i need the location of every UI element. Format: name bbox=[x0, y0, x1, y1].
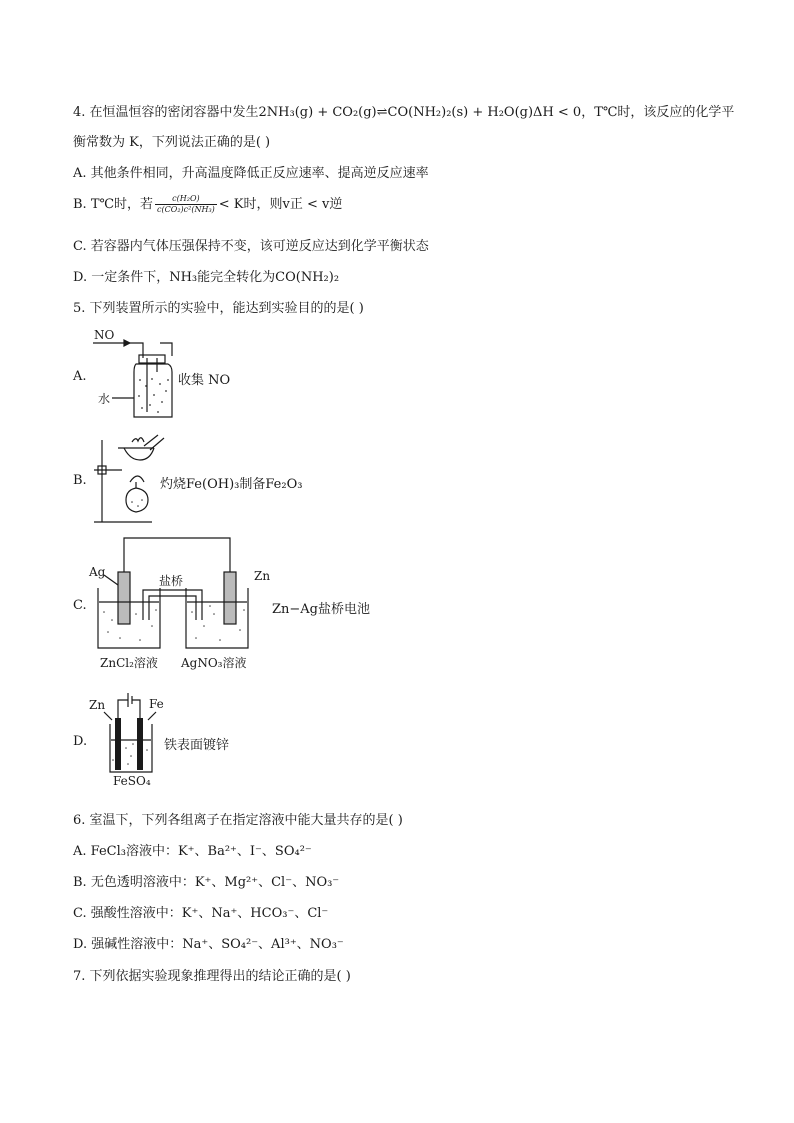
q5-stem: 5. 下列装置所示的实验中，能达到实验目的的是( ) bbox=[73, 301, 364, 316]
q5-option-d-letter: D. bbox=[73, 734, 88, 749]
q5-c-bridge-label: 盐桥 bbox=[159, 574, 184, 588]
q5-c-left-solution: ZnCl₂溶液 bbox=[100, 656, 158, 670]
q4-stem-line1: 4. 在恒温恒容的密闭容器中发生2NH₃(g) + CO₂(g)⇌CO(NH₂)₂(s) + H₂O(g)ΔH < 0，T℃时，该反应的化学平 bbox=[73, 105, 735, 120]
q5-option-c-text: Zn−Ag盐桥电池 bbox=[272, 602, 371, 617]
q7-stem: 7. 下列依据实验现象推理得出的结论正确的是( ) bbox=[73, 969, 351, 984]
q4-option-b-suffix: < K时，则v正 < v逆 bbox=[218, 197, 343, 212]
q5-d-right-electrode: Fe bbox=[149, 697, 164, 711]
q5-c-left-electrode: Ag bbox=[89, 565, 106, 579]
q6-option-a: A. FeCl₃溶液中：K⁺、Ba²⁺、I⁻、SO₄²⁻ bbox=[73, 844, 312, 859]
fraction-denominator: c(CO₂)c²(NH₃) bbox=[157, 205, 215, 214]
q5-a-gas-label: NO bbox=[94, 328, 115, 342]
q5-a-water-label: 水 bbox=[98, 392, 111, 406]
q6-option-b: B. 无色透明溶液中：K⁺、Mg²⁺、Cl⁻、NO₃⁻ bbox=[73, 875, 340, 890]
q6-option-c: C. 强酸性溶液中：K⁺、Na⁺、HCO₃⁻、Cl⁻ bbox=[73, 906, 329, 921]
q6-stem: 6. 室温下，下列各组离子在指定溶液中能大量共存的是( ) bbox=[73, 813, 403, 828]
q5-c-right-solution: AgNO₃溶液 bbox=[181, 656, 247, 670]
q5-option-c-letter: C. bbox=[73, 598, 87, 613]
q5-c-right-electrode: Zn bbox=[254, 569, 271, 583]
q4-option-c: C. 若容器内气体压强保持不变，该可逆反应达到化学平衡状态 bbox=[73, 239, 429, 254]
q5-option-d-text: 铁表面镀锌 bbox=[164, 738, 230, 753]
q5-d-left-electrode: Zn bbox=[89, 698, 106, 712]
q5-d-solution: FeSO₄ bbox=[113, 774, 151, 788]
q5-option-b-letter: B. bbox=[73, 473, 87, 488]
fraction-numerator: c(H₂O) bbox=[155, 194, 217, 205]
q4-option-b-prefix: B. T℃时，若 bbox=[73, 197, 154, 212]
q4-stem-line2: 衡常数为 K，下列说法正确的是( ) bbox=[73, 135, 271, 150]
q6-option-d: D. 强碱性溶液中：Na⁺、SO₄²⁻、Al³⁺、NO₃⁻ bbox=[73, 937, 344, 952]
q4-option-d: D. 一定条件下，NH₃能完全转化为CO(NH₂)₂ bbox=[73, 270, 340, 285]
q5-option-a-text: 收集 NO bbox=[178, 373, 231, 388]
q4-option-a: A. 其他条件相同，升高温度降低正反应速率、提高逆反应速率 bbox=[73, 166, 429, 181]
q5-option-b-text: 灼烧Fe(OH)₃制备Fe₂O₃ bbox=[160, 477, 303, 492]
q5-option-a-letter: A. bbox=[73, 369, 87, 384]
